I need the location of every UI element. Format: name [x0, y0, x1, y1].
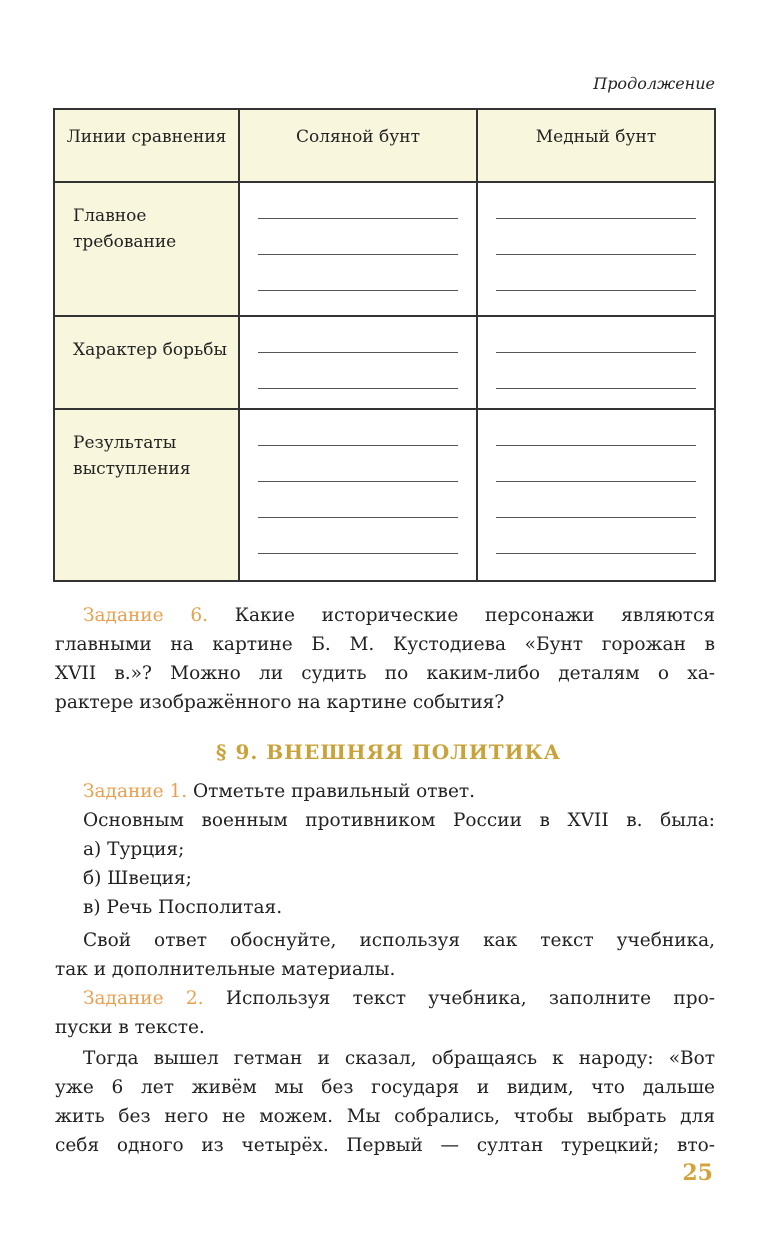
- section-heading: § 9. ВНЕШНЯЯ ПОЛИТИКА: [216, 740, 561, 764]
- row-label: Главное требование: [54, 182, 239, 316]
- header-cell: Линии сравнения: [54, 109, 239, 182]
- continuation-label: Продолжение: [593, 74, 715, 93]
- quote-line: жить без него не можем. Мы собрались, чтобы выбрать для: [55, 1106, 715, 1127]
- task2-line: Задание 2. Используя текст учебника, заполните про-: [83, 988, 715, 1009]
- header-cell: Соляной бунт: [239, 109, 477, 182]
- answer-cell[interactable]: [239, 316, 477, 409]
- option-a: а) Турция;: [83, 839, 185, 860]
- row-label: Характер борьбы: [54, 316, 239, 409]
- option-c: в) Речь Посполитая.: [83, 897, 283, 918]
- quote-line: Тогда вышел гетман и сказал, обращаясь к народу: «Вот: [83, 1048, 715, 1069]
- table-row: [54, 409, 715, 581]
- page-number: 25: [682, 1160, 713, 1186]
- task2-label: Задание 2.: [83, 988, 204, 1009]
- answer-cell[interactable]: [239, 182, 477, 316]
- answer-cell[interactable]: [477, 316, 715, 409]
- task6-label: Задание 6.: [83, 605, 208, 626]
- task6-line: рактере изображённого на картине события?: [55, 692, 505, 713]
- task1-line: Задание 1. Отметьте правильный ответ.: [83, 781, 476, 802]
- task6-line: главными на картине Б. М. Кустодиева «Бунт горожан в: [55, 634, 715, 655]
- table-row: [54, 182, 715, 316]
- task1-line: Свой ответ обоснуйте, используя как текст учебника,: [83, 930, 715, 951]
- comparison-table: [53, 108, 716, 582]
- answer-cell[interactable]: [239, 409, 477, 581]
- table-header-row: [54, 109, 715, 182]
- task6-line: Задание 6. Какие исторические персонажи являются: [83, 605, 715, 626]
- task6-line: XVII в.»? Можно ли судить по каким-либо деталям о ха-: [55, 663, 715, 684]
- task1-line: Основным военным противником России в XVII в. была:: [83, 810, 715, 831]
- table-row: [54, 316, 715, 409]
- quote-line: уже 6 лет живём мы без государя и видим, что дальше: [55, 1077, 715, 1098]
- row-label: Результаты выступления: [54, 409, 239, 581]
- task1-line: так и дополнительные материалы.: [55, 959, 396, 980]
- quote-line: себя одного из четырёх. Первый — султан турецкий; вто-: [55, 1135, 715, 1156]
- task2-line: пуски в тексте.: [55, 1017, 205, 1038]
- option-b: б) Швеция;: [83, 868, 192, 889]
- answer-cell[interactable]: [477, 409, 715, 581]
- answer-cell[interactable]: [477, 182, 715, 316]
- header-cell: Медный бунт: [477, 109, 715, 182]
- task1-label: Задание 1.: [83, 781, 188, 802]
